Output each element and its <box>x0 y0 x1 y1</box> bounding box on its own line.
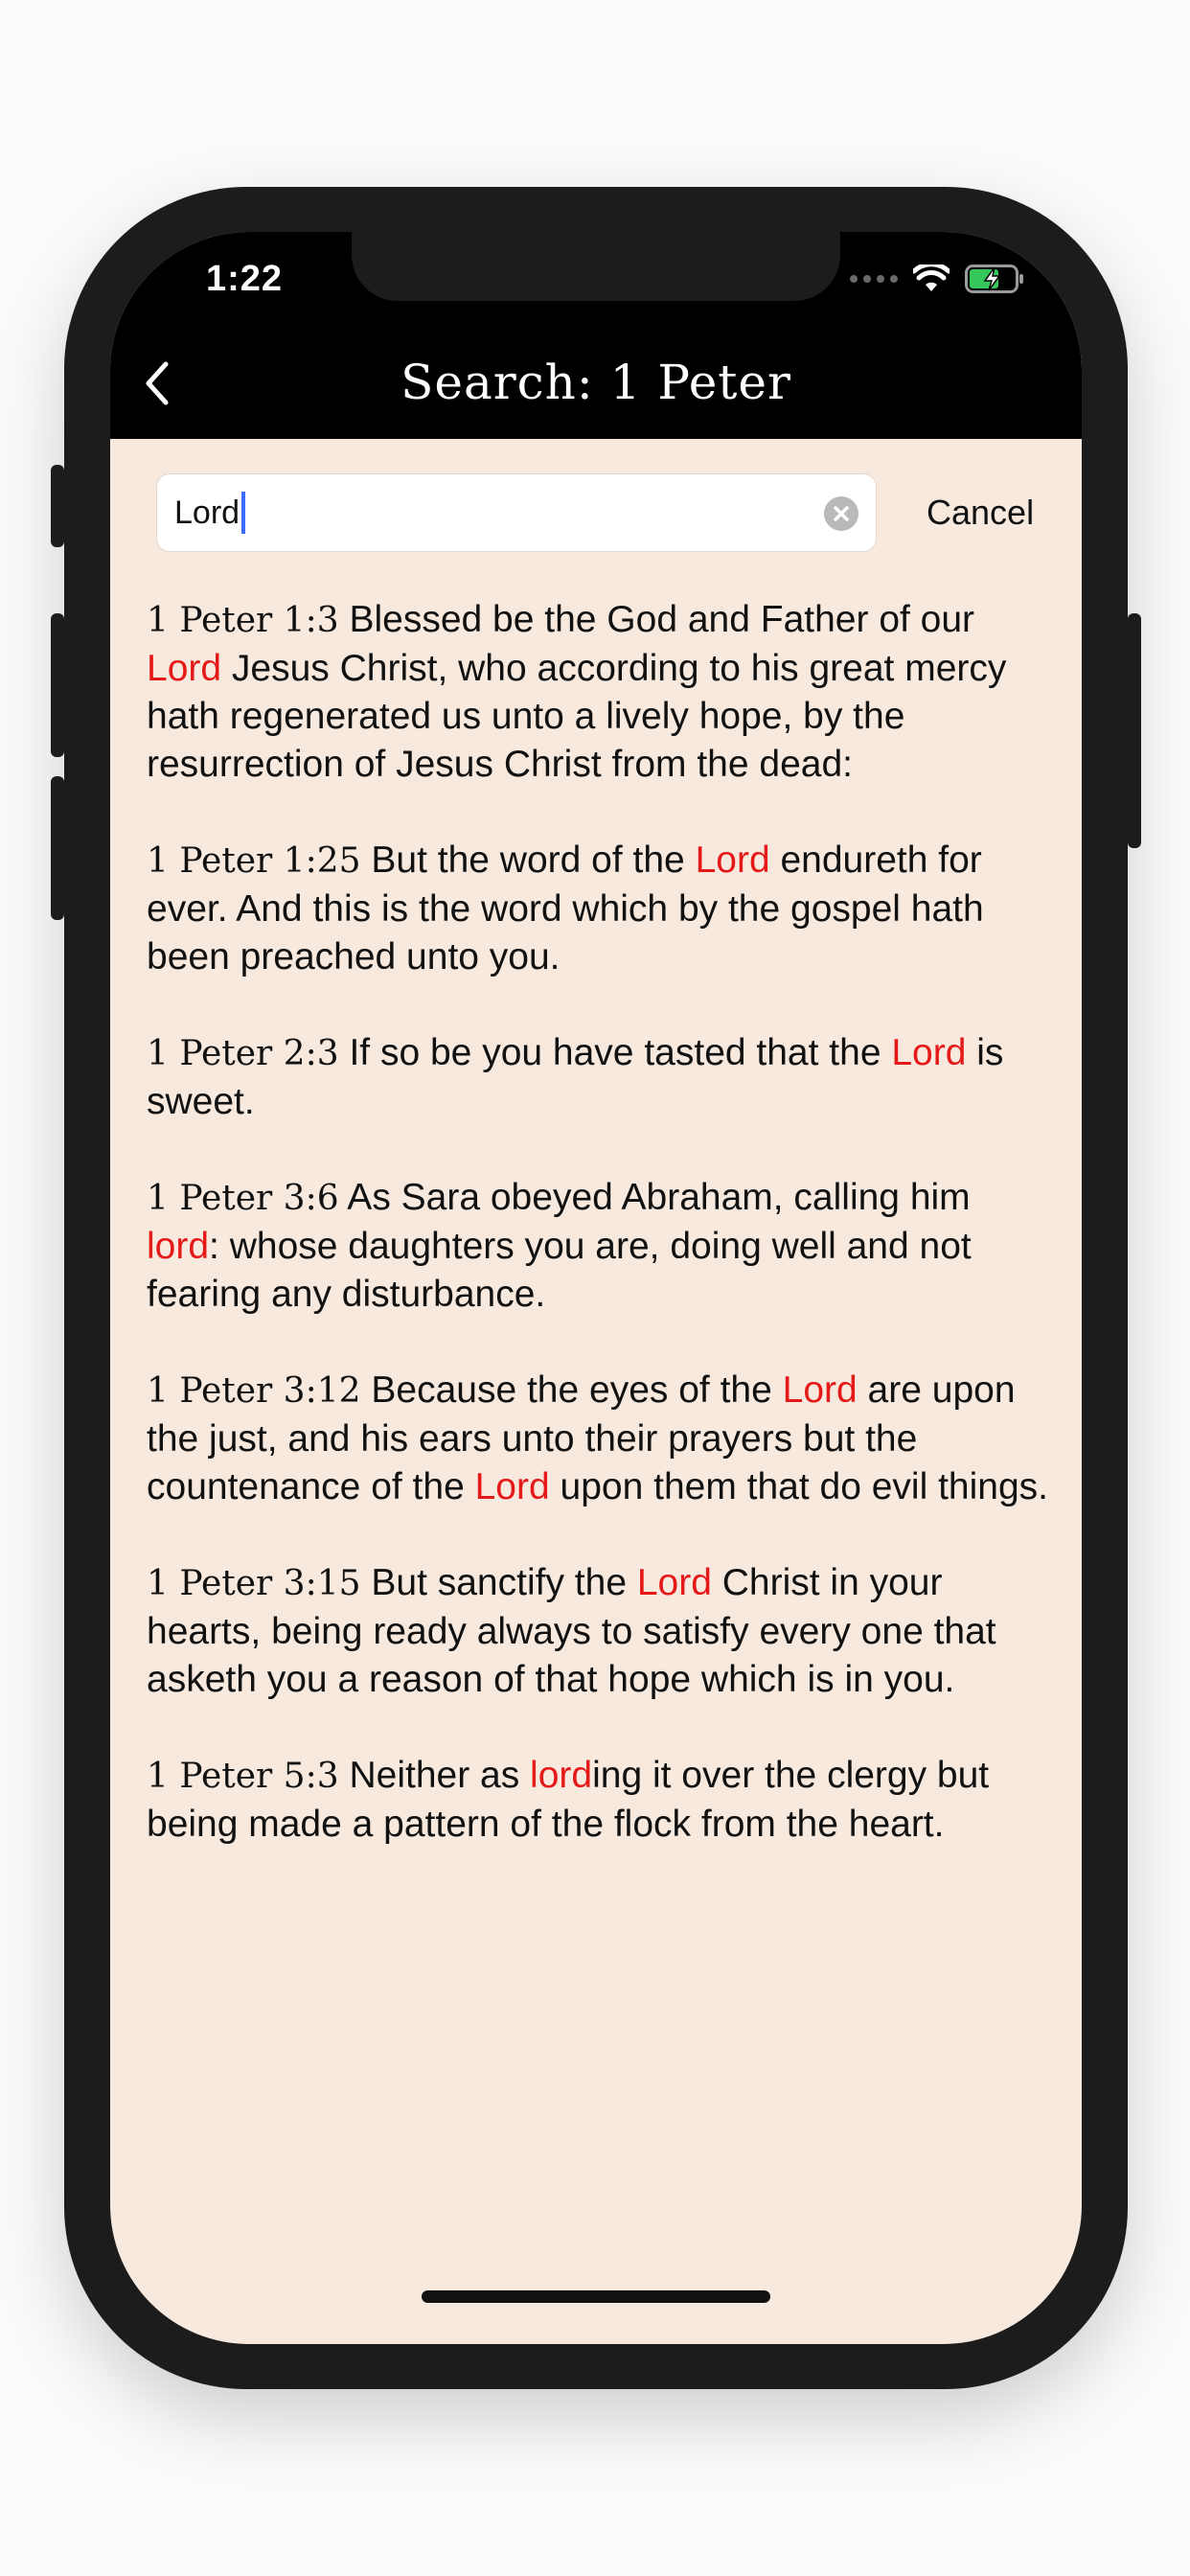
highlighted-match: Lord <box>147 648 222 689</box>
verse-text: Neither as <box>338 1755 531 1796</box>
search-result-item[interactable] <box>147 596 1051 789</box>
notch <box>352 232 840 301</box>
verse-text: But the word of the <box>360 840 696 881</box>
volume-down-button <box>51 776 64 920</box>
verse-text: endureth for ever. And this is the word which by the gospel hath been preached unto you. <box>147 840 984 978</box>
status-icons <box>850 264 1024 293</box>
search-result-item[interactable] <box>147 1559 1051 1704</box>
highlighted-match: Lord <box>782 1369 858 1411</box>
verse-reference: 1 Peter 1:3 <box>147 601 339 640</box>
verse-reference: 1 Peter 3:15 <box>147 1564 361 1603</box>
verse-text: Blessed be the God and Father of our <box>338 599 975 640</box>
search-result-item[interactable] <box>147 1752 1051 1849</box>
verse-reference: 1 Peter 5:3 <box>147 1757 339 1796</box>
highlighted-match: Lord <box>474 1466 550 1507</box>
verse-text: Because the eyes of the <box>360 1369 783 1411</box>
verse-text: Christ in your hearts, being ready always to satisfy every one that asketh you a reason of that hope which is in you. <box>147 1562 996 1700</box>
highlighted-match: lord <box>147 1226 210 1267</box>
page-title: Search: 1 Peter <box>400 355 791 410</box>
wifi-icon <box>913 264 950 293</box>
search-results-list <box>147 596 1051 1897</box>
verse-text: is sweet. <box>147 1032 1004 1122</box>
verse-reference: 1 Peter 3:12 <box>147 1371 361 1411</box>
signal-icon <box>850 275 898 283</box>
power-button <box>1128 613 1141 848</box>
highlighted-match: Lord <box>636 1562 712 1603</box>
search-input[interactable] <box>174 474 788 551</box>
verse-text: ing it over the clergy but being made a pattern of the flock from the heart. <box>147 1755 990 1845</box>
phone-frame <box>64 187 1128 2389</box>
mute-switch <box>51 465 64 547</box>
status-time: 1:22 <box>206 259 284 299</box>
battery-charging-icon <box>965 264 1024 293</box>
search-result-item[interactable] <box>147 1029 1051 1126</box>
verse-text: As Sara obeyed Abraham, calling him <box>338 1177 971 1218</box>
verse-text: But sanctify the <box>360 1562 637 1603</box>
volume-up-button <box>51 613 64 757</box>
verse-text: are upon the just, and his ears unto their prayers but the countenance of the <box>147 1369 1016 1507</box>
search-result-item[interactable] <box>147 1367 1051 1511</box>
verse-text: upon them that do evil things. <box>549 1466 1049 1507</box>
verse-reference: 1 Peter 2:3 <box>147 1034 339 1073</box>
cancel-button[interactable]: Cancel <box>927 493 1035 532</box>
screen <box>110 232 1082 2344</box>
verse-reference: 1 Peter 3:6 <box>147 1179 339 1218</box>
highlighted-match: Lord <box>695 840 770 881</box>
clear-circle-icon[interactable] <box>824 496 858 531</box>
search-result-item[interactable] <box>147 837 1051 981</box>
home-indicator[interactable] <box>422 2290 770 2303</box>
verse-text: Jesus Christ, who according to his great mercy hath regenerated us unto a lively hope, by the resurrection of Jesus Christ from the dead: <box>147 648 1007 785</box>
verse-reference: 1 Peter 1:25 <box>147 841 361 881</box>
search-bar <box>156 473 877 552</box>
verse-text: : whose daughters you are, doing well and not fearing any disturbance. <box>147 1226 972 1315</box>
highlighted-match: Lord <box>891 1032 967 1073</box>
verse-text: If so be you have tasted that the <box>338 1032 892 1073</box>
text-caret <box>241 492 245 534</box>
highlighted-match: lord <box>530 1755 593 1796</box>
navigation-bar <box>110 232 1082 439</box>
search-result-item[interactable] <box>147 1174 1051 1319</box>
